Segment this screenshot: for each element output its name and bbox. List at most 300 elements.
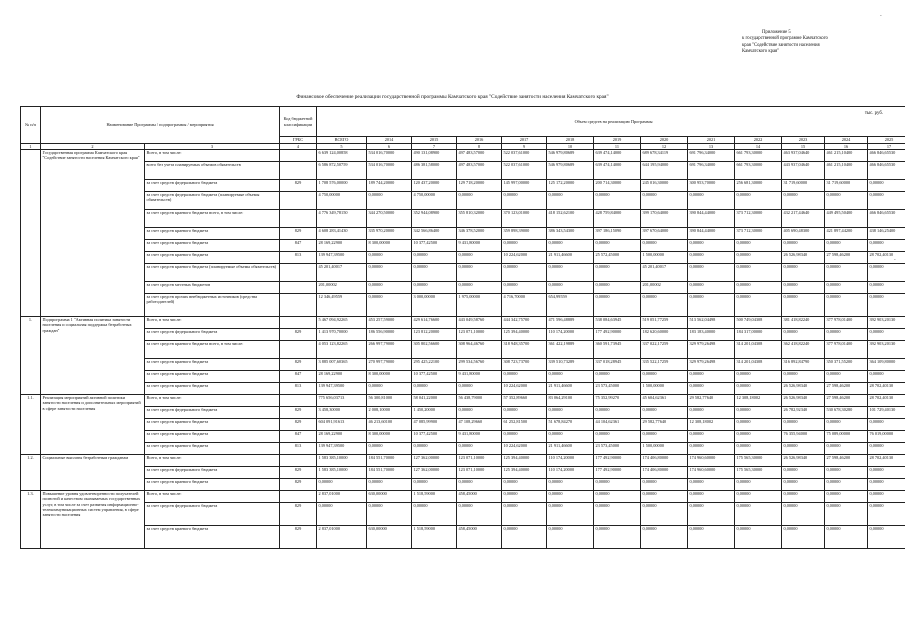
funding-source-label: за счет средств краевого бюджета — [145, 252, 280, 264]
year-value: 538 084,63945 — [594, 317, 641, 329]
year-value: 661 793,30000 — [735, 150, 782, 162]
year-value: 200 714,30000 — [594, 180, 641, 192]
year-value: 0,00000 — [457, 383, 502, 395]
table-row — [21, 210, 905, 228]
year-value: 8 300,00000 — [367, 240, 412, 252]
year-value: 0,00000 — [547, 526, 594, 549]
year-value: 0,00000 — [825, 264, 868, 282]
year-value: 0,00000 — [868, 491, 905, 503]
total-value: 6 586 872,50759 — [317, 162, 367, 180]
year-value: 0,00000 — [688, 479, 735, 491]
year-value: 0,00000 — [868, 192, 905, 210]
funding-source-label: за счет средств краевого бюджета — [145, 526, 280, 549]
table-row — [21, 407, 905, 419]
column-index-cell: 2 — [41, 144, 145, 150]
year-value: 123 812,20000 — [412, 329, 457, 341]
year-value: 0,00000 — [594, 264, 641, 282]
year-value: 0,00000 — [868, 180, 905, 192]
grbs-code: 813 — [280, 443, 317, 455]
year-value: 174 406,80000 — [641, 467, 688, 479]
year-value: 184 551,70000 — [367, 467, 412, 479]
year-value: 266 997,79000 — [367, 341, 412, 359]
total-value: 5 467 094,92265 — [317, 317, 367, 329]
header-year: 2019 — [594, 137, 641, 144]
year-value: 418 152,62100 — [547, 210, 594, 228]
funding-source-label: Всего, в том числе: — [145, 150, 280, 162]
year-value: 120 437,20000 — [412, 180, 457, 192]
year-value: 0,00000 — [688, 240, 735, 252]
grbs-code: 829 — [280, 329, 317, 341]
year-value: 0,00000 — [688, 443, 735, 455]
year-value: 0,00000 — [547, 282, 594, 294]
total-value: 0,00000 — [317, 479, 367, 491]
header-year: 2017 — [502, 137, 547, 144]
year-value: 123 071,10000 — [457, 455, 502, 467]
table-row — [21, 419, 905, 431]
total-value: 3 458,30000 — [317, 407, 367, 419]
funding-source-label: за счет средств краевого бюджета всего, в том числе: — [145, 341, 280, 359]
column-index-cell: 11 — [594, 144, 641, 150]
year-value: 184 317,00000 — [735, 329, 782, 341]
year-value: 125 394,40000 — [502, 467, 547, 479]
row-number — [21, 150, 41, 317]
year-value: 0,00000 — [594, 526, 641, 549]
year-value: 337 018,28945 — [594, 359, 641, 371]
header-year: ВСЕГО — [317, 137, 367, 144]
year-value: 397 670,64000 — [641, 228, 688, 240]
table-row — [21, 162, 905, 180]
year-value: 28 702,40130 — [868, 383, 905, 395]
year-value: 0,00000 — [594, 192, 641, 210]
year-value: 29 582,77640 — [641, 419, 688, 431]
year-value: 0,00000 — [594, 240, 641, 252]
year-value: 519 051,77259 — [641, 317, 688, 329]
year-value: 639 474,14000 — [594, 162, 641, 180]
table-row — [21, 479, 905, 491]
year-value: 1 500,00000 — [641, 443, 688, 455]
year-value: 28 702,40130 — [868, 252, 905, 264]
year-value: 0,00000 — [367, 479, 412, 491]
year-value: 8 300,00000 — [367, 431, 412, 443]
year-value: 0,00000 — [782, 371, 825, 383]
table-row — [21, 443, 905, 455]
year-value: 466 846,65530 — [868, 210, 905, 228]
year-value: 392 903,20130 — [868, 341, 905, 359]
total-value: 4 053 123,82265 — [317, 341, 367, 359]
year-value: 83 064,29100 — [547, 395, 594, 407]
total-value: 4 608 283,41430 — [317, 228, 367, 240]
table-row — [21, 329, 905, 341]
appendix-line: Камчатского края" — [742, 49, 780, 55]
year-value: 0,00000 — [367, 503, 412, 526]
year-value: 0,00000 — [594, 491, 641, 503]
year-value: 428 759,84000 — [594, 210, 641, 228]
year-value: 0,00000 — [868, 526, 905, 549]
year-value: 0,00000 — [868, 371, 905, 383]
year-value: 47 085,99900 — [412, 419, 457, 431]
year-value: 0,00000 — [547, 431, 594, 443]
year-value: 377 978,01400 — [825, 317, 868, 329]
year-value: 270 997,79000 — [367, 359, 412, 371]
column-index-cell: 6 — [367, 144, 412, 150]
year-value: 0,00000 — [641, 479, 688, 491]
year-value: 0,00000 — [868, 503, 905, 526]
year-value: 0,00000 — [502, 264, 547, 282]
grbs-code — [280, 264, 317, 282]
year-value: 399 170,64000 — [641, 210, 688, 228]
grbs-code — [280, 282, 317, 294]
header-year: 2014 — [367, 137, 412, 144]
row-number: 1.3. — [21, 491, 41, 549]
table-row — [21, 526, 905, 549]
grbs-code: 829 — [280, 503, 317, 526]
year-value: 0,00000 — [735, 371, 782, 383]
year-value: 500 749,04308 — [735, 317, 782, 329]
year-value: 0,00000 — [547, 240, 594, 252]
year-value: 125 394,40000 — [502, 329, 547, 341]
appendix-line: края "Содействие занятости населения — [742, 42, 820, 48]
year-value: 359 898,39000 — [502, 228, 547, 240]
table-row — [21, 317, 905, 329]
year-value: 0,00000 — [502, 526, 547, 549]
year-value: 174 960,60000 — [688, 455, 735, 467]
year-value: 0,00000 — [735, 503, 782, 526]
total-value: 0,00000 — [317, 503, 367, 526]
year-value: 639 474,14000 — [594, 150, 641, 162]
year-value: 513 562,04498 — [688, 317, 735, 329]
year-value: 432 217,44640 — [782, 210, 825, 228]
year-value: 29 582,77640 — [688, 395, 735, 407]
table-row — [21, 503, 905, 526]
year-value: 0,00000 — [782, 526, 825, 549]
year-value: 10 377,42500 — [412, 431, 457, 443]
year-value: 630,00000 — [367, 491, 412, 503]
year-value: 0,00000 — [594, 294, 641, 317]
year-value: 630,00000 — [367, 526, 412, 549]
total-value: 1 413 970,70000 — [317, 329, 367, 341]
total-value: 139 947,39500 — [317, 252, 367, 264]
year-value: 0,00000 — [868, 294, 905, 317]
funding-source-label: за счет средств федерального бюджета — [145, 503, 280, 526]
year-value: 0,00000 — [825, 503, 868, 526]
column-index-cell: 8 — [457, 144, 502, 150]
year-value: 26 526,98340 — [782, 383, 825, 395]
year-value: 0,00000 — [547, 192, 594, 210]
year-value: 110 174,20000 — [547, 329, 594, 341]
year-value: 530 678,30280 — [825, 407, 868, 419]
funding-source-label: за счет средств местных бюджетов — [145, 282, 280, 294]
year-value: 0,00000 — [641, 240, 688, 252]
funding-source-label: за счет средств федерального бюджета — [145, 467, 280, 479]
year-value: 381 418,82240 — [782, 317, 825, 329]
year-value: 1 975,00000 — [457, 294, 502, 317]
year-value: 335 970,20000 — [367, 228, 412, 240]
year-value: 463 937,04640 — [782, 150, 825, 162]
grbs-code: 829 — [280, 407, 317, 419]
year-value: 0,00000 — [735, 252, 782, 264]
year-value: 0,00000 — [782, 329, 825, 341]
year-value: 245 016,30000 — [641, 180, 688, 192]
column-index-cell: 10 — [547, 144, 594, 150]
year-value: 546 979,80689 — [547, 150, 594, 162]
year-value: 31 719,60000 — [825, 180, 868, 192]
row-number: 1.2. — [21, 455, 41, 491]
year-value: 0,00000 — [594, 282, 641, 294]
year-value: 1 450,20000 — [412, 407, 457, 419]
year-value: 9 431,80000 — [457, 371, 502, 383]
year-value: 0,00000 — [688, 407, 735, 419]
year-value: 397 186,15090 — [594, 228, 641, 240]
year-value: 0,00000 — [688, 282, 735, 294]
year-value: 110 174,20000 — [547, 467, 594, 479]
year-value: 0,00000 — [782, 503, 825, 526]
header-year: 2021 — [688, 137, 735, 144]
funding-source-label: за счет средств краевого бюджета — [145, 479, 280, 491]
year-value: 295 425,22100 — [412, 359, 457, 371]
year-value: 392 903,20130 — [868, 317, 905, 329]
year-value: 0,00000 — [641, 192, 688, 210]
year-value: 308 723,73700 — [502, 359, 547, 371]
year-value: 377 978,01400 — [825, 341, 868, 359]
funding-source-label: за счет средств краевого бюджета — [145, 240, 280, 252]
column-index-cell: 16 — [825, 144, 868, 150]
grbs-code — [280, 162, 317, 180]
year-value: 76 355,94000 — [782, 431, 825, 443]
funding-source-label: за счет средств краевого бюджета — [145, 359, 280, 371]
year-value: 355 810,32000 — [457, 210, 502, 228]
year-value: 56 300,81000 — [367, 395, 412, 407]
year-value: 352 944,08900 — [412, 210, 457, 228]
year-value: 3 000,00000 — [412, 294, 457, 317]
year-value: 0,00000 — [412, 264, 457, 282]
year-value: 0,00000 — [868, 419, 905, 431]
year-value: 0,00000 — [825, 282, 868, 294]
year-value: 438 146,25400 — [868, 228, 905, 240]
year-value: 0,00000 — [367, 294, 412, 317]
year-value: 0,00000 — [688, 192, 735, 210]
funding-source-label: Всего, в том числе: — [145, 491, 280, 503]
column-index-cell: 3 — [145, 144, 280, 150]
year-value: 28 702,40130 — [868, 455, 905, 467]
year-value: 373 712,30000 — [735, 228, 782, 240]
funding-source-label: за счет средств краевого бюджета (планируемые объемы обязательств) — [145, 264, 280, 282]
year-value: 9 431,80000 — [457, 240, 502, 252]
year-value: 127 362,00000 — [412, 467, 457, 479]
year-value: 125 394,40000 — [502, 455, 547, 467]
year-value: 76 019,00000 — [868, 431, 905, 443]
year-value: 0,00000 — [782, 443, 825, 455]
header-code: Код бюджетной классификации — [280, 107, 317, 137]
year-value: 75 089,00000 — [825, 431, 868, 443]
funding-source-label: Всего, в том числе: — [145, 455, 280, 467]
table-row — [21, 341, 905, 359]
year-value: 370 123,01000 — [502, 210, 547, 228]
header-year: 2024 — [825, 137, 868, 144]
year-value: 127 362,00000 — [412, 455, 457, 467]
year-value: 497 483,57000 — [457, 150, 502, 162]
year-value: 0,00000 — [825, 192, 868, 210]
year-value: 12 308,18002 — [735, 395, 782, 407]
year-value: 101 729,40130 — [868, 407, 905, 419]
header-year: 2023 — [782, 137, 825, 144]
year-value: 26 782,92340 — [782, 407, 825, 419]
year-value: 123 071,10000 — [457, 329, 502, 341]
total-value: 2 837,01000 — [317, 491, 367, 503]
year-value: 0,00000 — [735, 443, 782, 455]
year-value: 0,00000 — [457, 264, 502, 282]
total-value: 6 639 124,00858 — [317, 150, 367, 162]
year-value: 0,00000 — [547, 491, 594, 503]
column-index-cell: 5 — [317, 144, 367, 150]
year-value: 145 997,00000 — [502, 180, 547, 192]
total-value: 12 346,49559 — [317, 294, 367, 317]
year-value: 44 104,62361 — [594, 419, 641, 431]
table-row — [21, 252, 905, 264]
funding-source-label: за счет средств краевого бюджета всего, в том числе: — [145, 210, 280, 228]
table-row — [21, 192, 905, 210]
year-value: 316 892,84790 — [782, 359, 825, 371]
header-year: 2022 — [735, 137, 782, 144]
year-value: 449 495,50400 — [825, 210, 868, 228]
year-value: 444 342,75700 — [502, 317, 547, 329]
year-value: 308 964,46760 — [457, 341, 502, 359]
year-value: 175 565,30000 — [735, 455, 782, 467]
year-value: 1 518,59000 — [412, 491, 457, 503]
year-value: 0,00000 — [412, 282, 457, 294]
year-value: 1 500,00000 — [641, 252, 688, 264]
year-value: 654,99559 — [547, 294, 594, 317]
column-index-cell: 13 — [688, 144, 735, 150]
year-value: 486 381,58000 — [412, 162, 457, 180]
year-value: 174 960,60000 — [688, 467, 735, 479]
year-value: 201,00002 — [641, 282, 688, 294]
grbs-code — [280, 491, 317, 503]
program-name: Социальные выплаты безработным гражданам — [41, 455, 145, 491]
year-value: 0,00000 — [825, 443, 868, 455]
year-value: 10 224,62000 — [502, 443, 547, 455]
year-value: 0,00000 — [825, 240, 868, 252]
year-value: 461 215,10400 — [825, 150, 868, 162]
year-value: 0,00000 — [594, 503, 641, 526]
year-value: 335 522,17259 — [641, 359, 688, 371]
year-value: 0,00000 — [457, 407, 502, 419]
column-index-cell: 7 — [412, 144, 457, 150]
year-value: 58 041,22000 — [412, 395, 457, 407]
grbs-code: 847 — [280, 431, 317, 443]
appendix-line: Приложение 5 — [762, 30, 791, 35]
grbs-code: 847 — [280, 371, 317, 383]
year-value: 689 678,34119 — [641, 150, 688, 162]
year-value: 177 492,90000 — [594, 455, 641, 467]
year-value: 364 109,80000 — [868, 359, 905, 371]
year-value: 337 022,17259 — [641, 341, 688, 359]
year-value: 26 526,98340 — [782, 395, 825, 407]
year-value: 47 108,29660 — [457, 419, 502, 431]
funding-source-label: за счет средств краевого бюджета — [145, 431, 280, 443]
year-value: 342 566,86400 — [412, 228, 457, 240]
year-value: 0,00000 — [868, 467, 905, 479]
year-value: 0,00000 — [868, 479, 905, 491]
year-value: 31 719,60000 — [782, 180, 825, 192]
year-value: 10 224,62000 — [502, 383, 547, 395]
year-value: 177 492,90000 — [594, 329, 641, 341]
year-value: 0,00000 — [502, 240, 547, 252]
funding-source-label: за счет средств краевого бюджета — [145, 228, 280, 240]
year-value: 56 438,79000 — [457, 395, 502, 407]
year-value: 300 953,70000 — [688, 180, 735, 192]
total-value: 45 201,40017 — [317, 264, 367, 282]
year-value: 0,00000 — [782, 264, 825, 282]
year-value: 0,00000 — [825, 329, 868, 341]
year-value: 0,00000 — [825, 419, 868, 431]
year-value: 0,00000 — [502, 407, 547, 419]
year-value: 0,00000 — [641, 294, 688, 317]
grbs-code — [280, 210, 317, 228]
total-value: 28 169,22900 — [317, 371, 367, 383]
year-value: 362 418,82240 — [782, 341, 825, 359]
year-value: 1 500,00000 — [641, 383, 688, 395]
program-name: Подпрограмма 1 "Активная политика занятости населения и социальная поддержка безработных граждан" — [41, 317, 145, 395]
year-value: 25 572,45000 — [594, 252, 641, 264]
year-value: 0,00000 — [735, 294, 782, 317]
year-value: 0,00000 — [825, 526, 868, 549]
table-row — [21, 431, 905, 443]
table-row — [21, 455, 905, 467]
grbs-code: 829 — [280, 228, 317, 240]
table-body — [21, 150, 905, 549]
year-value: 0,00000 — [502, 479, 547, 491]
year-value: 691 796,34000 — [688, 162, 735, 180]
year-value: 346 378,52000 — [457, 228, 502, 240]
year-value: 0,00000 — [457, 479, 502, 491]
grbs-code — [280, 294, 317, 317]
funding-source-label: за счет средств федерального бюджета — [145, 180, 280, 192]
funding-source-label: за счет средств краевого бюджета — [145, 371, 280, 383]
year-value: 75 352,99270 — [594, 395, 641, 407]
funding-source-label: всего без учета планируемых объемов обязательств — [145, 162, 280, 180]
year-value: 0,00000 — [825, 479, 868, 491]
year-value: 0,00000 — [735, 240, 782, 252]
year-value: 0,00000 — [868, 329, 905, 341]
year-value: 458,45000 — [457, 526, 502, 549]
row-number: 1.1. — [21, 395, 41, 455]
year-value: 0,00000 — [367, 383, 412, 395]
year-value: 0,00000 — [594, 479, 641, 491]
year-value: 0,00000 — [367, 282, 412, 294]
total-value: 775 656,03713 — [317, 395, 367, 407]
funding-source-label: за счет средств краевого бюджета — [145, 443, 280, 455]
column-index-cell: 4 — [280, 144, 317, 150]
total-value: 139 947,39500 — [317, 443, 367, 455]
year-value: 26 526,98340 — [782, 252, 825, 264]
year-value: 0,00000 — [735, 407, 782, 419]
table-row — [21, 491, 905, 503]
year-value: 0,00000 — [412, 383, 457, 395]
units-label: тыс. руб. — [864, 111, 883, 116]
table-header — [21, 107, 905, 150]
year-value: 0,00000 — [547, 264, 594, 282]
year-value: 123 071,10000 — [457, 467, 502, 479]
year-value: 429 614,76600 — [412, 317, 457, 329]
document-title: Финансовое обеспечение реализации государственной программы Камчатского края "Содействие занятости населения Камчатского края" — [296, 94, 609, 100]
year-value: 45 604,62361 — [641, 395, 688, 407]
year-value: 1 518,59000 — [412, 526, 457, 549]
financing-table — [20, 106, 905, 549]
year-value: 0,00000 — [735, 431, 782, 443]
year-value: 0,00000 — [825, 294, 868, 317]
column-index-cell: 12 — [641, 144, 688, 150]
year-value: 0,00000 — [547, 371, 594, 383]
